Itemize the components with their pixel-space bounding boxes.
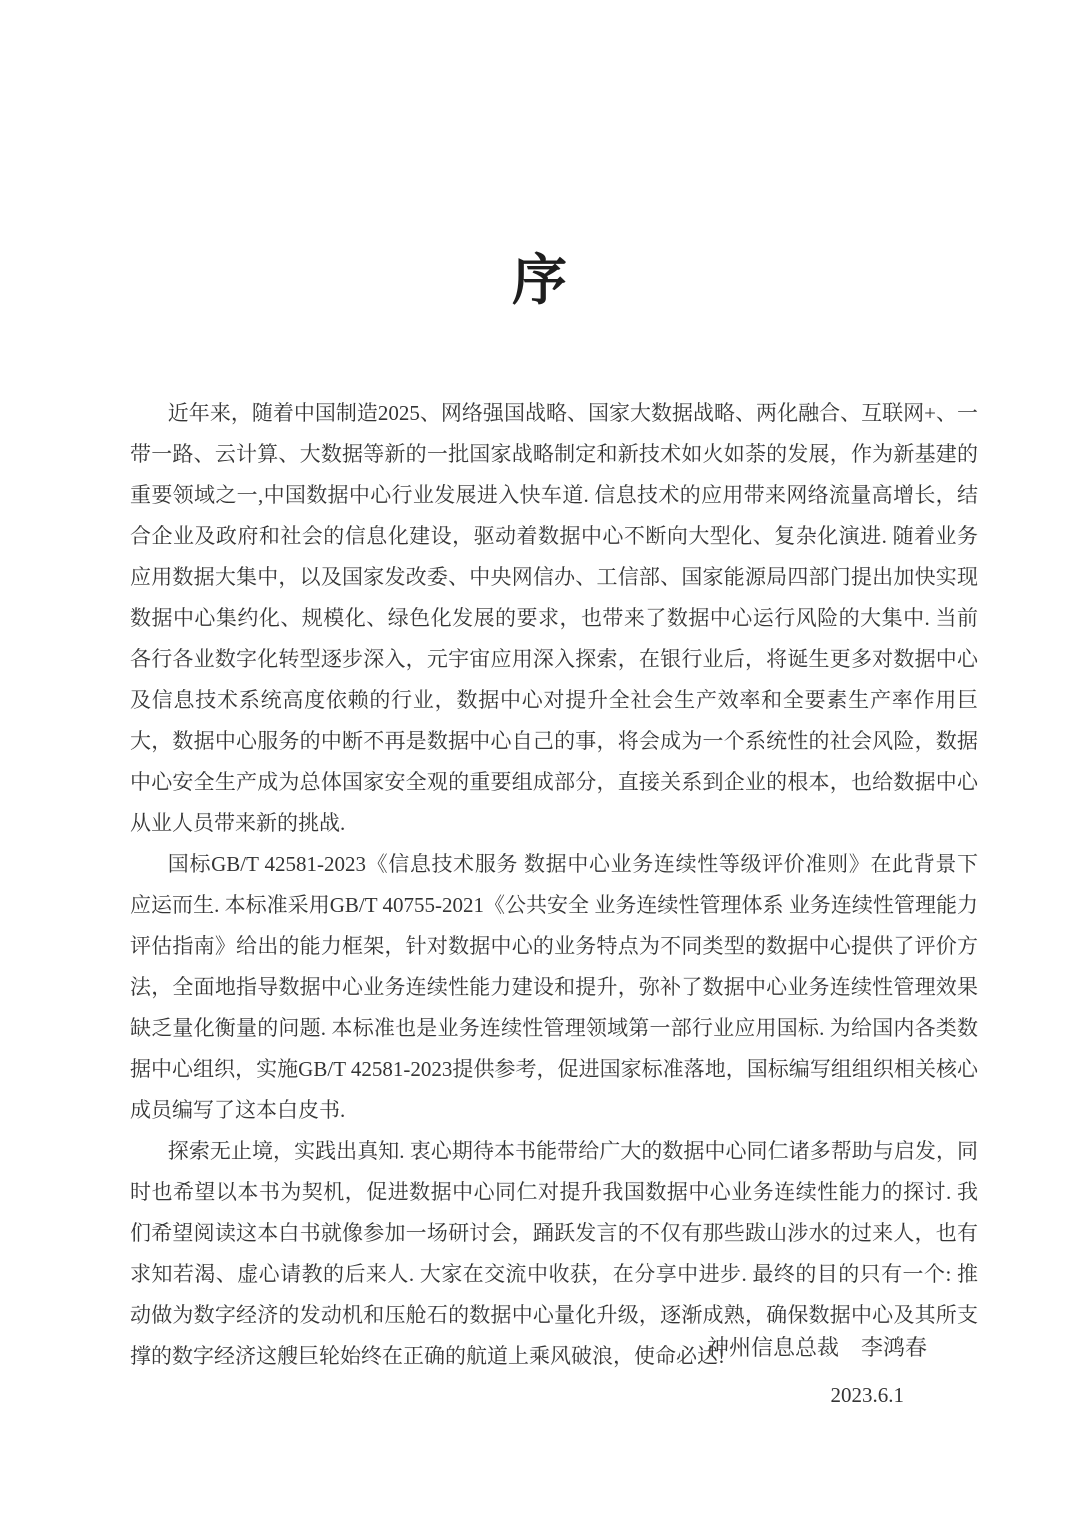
signature: 神州信息总裁 李鸿春 xyxy=(706,1335,927,1360)
paragraph-3: 探索无止境，实践出真知. 衷心期待本书能带给广大的数据中心同仁诸多帮助与启发，同时也希望以本书为契机，促进数据中心同仁对提升我国数据中心业务连续性能力的探讨. 我们希望阅读这本白书就像参加一场研讨会，踊跃发言的不仅有那些跋山涉水的过来人，也有求知若渴、虚心请教的后来人. 大家在交流中收获，在分享中进步. 最终的目的只有一个: 推动做为数字经济的发动机和压舱石的数据中心量化升级，逐渐成熟，确保数据中心及其所支撑的数字经济这艘巨轮始终在正确的航道上乘风破浪，使命必达! xyxy=(130,1139,978,1368)
date: 2023.6.1 xyxy=(830,1383,904,1407)
page-title: 序 xyxy=(511,250,568,311)
body-text xyxy=(130,393,978,1377)
paragraph-2: 国标GB/T 42581-2023《信息技术服务 数据中心业务连续性等级评价准则》在此背景下应运而生. 本标准采用GB/T 40755-2021《公共安全 业务连续性管理体系 业务连续性管理能力评估指南》给出的能力框架，针对数据中心的业务特点为不同类型的数据中心提供了评价方法，全面地指导数据中心业务连续性能力建设和提升，弥补了数据中心业务连续性管理效果缺乏量化衡量的问题. 本标准也是业务连续性管理领域第一部行业应用国标. 为给国内各类数据中心组织，实施GB/T 42581-2023提供参考，促进国家标准落地，国标编写组组织相关核心成员编写了这本白皮书. xyxy=(130,852,978,1122)
paragraph-1: 近年来，随着中国制造2025、网络强国战略、国家大数据战略、两化融合、互联网+、一带一路、云计算、大数据等新的一批国家战略制定和新技术如火如荼的发展，作为新基建的重要领域之一,中国数据中心行业发展进入快车道. 信息技术的应用带来网络流量高增长，结合企业及政府和社会的信息化建设，驱动着数据中心不断向大型化、复杂化演进. 随着业务应用数据大集中，以及国家发改委、中央网信办、工信部、国家能源局四部门提出加快实现数据中心集约化、规模化、绿色化发展的要求，也带来了数据中心运行风险的大集中. 当前各行各业数字化转型逐步深入，元宇宙应用深入探索，在银行业后，将诞生更多对数据中心及信息技术系统高度依赖的行业，数据中心对提升全社会生产效率和全要素生产率作用巨大，数据中心服务的中断不再是数据中心自己的事，将会成为一个系统性的社会风险，数据中心安全生产成为总体国家安全观的重要组成部分，直接关系到企业的根本，也给数据中心从业人员带来新的挑战. xyxy=(130,401,978,835)
